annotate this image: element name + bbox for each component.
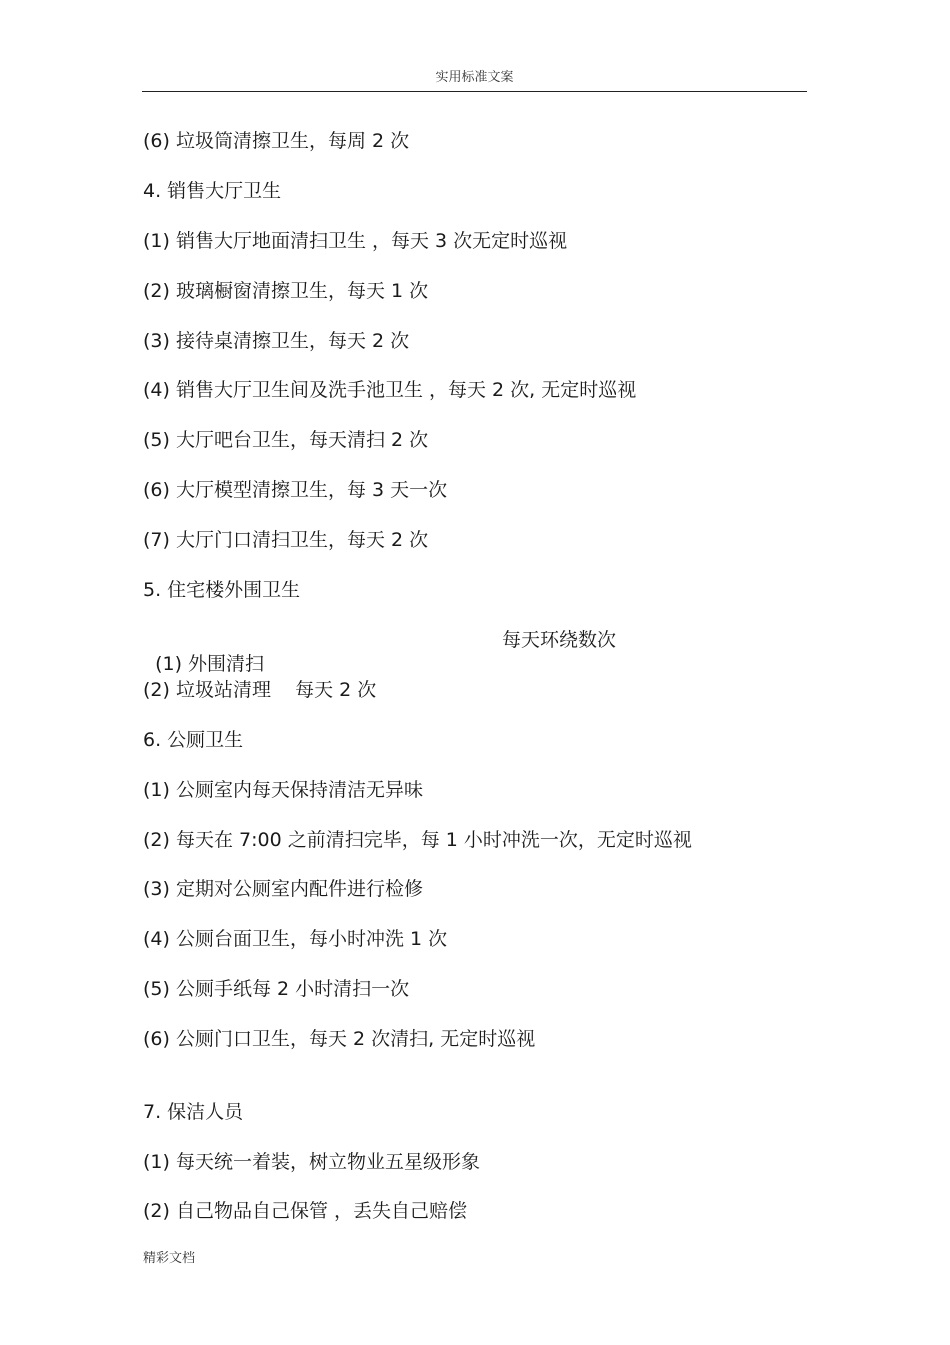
list-item: (6) 垃圾筒清擦卫生，每周 2 次 bbox=[143, 130, 410, 152]
section-heading: 6. 公厕卫生 bbox=[143, 729, 244, 751]
list-item: (5) 大厅吧台卫生，每天清扫 2 次 bbox=[143, 429, 429, 451]
list-item-frequency: 每天环绕数次 bbox=[502, 629, 617, 651]
list-item: (2) 垃圾站清理 每天 2 次 bbox=[143, 679, 377, 701]
list-item: (2) 自己物品自己保管 ，丢失自己赔偿 bbox=[143, 1200, 467, 1222]
list-item: (3) 定期对公厕室内配件进行检修 bbox=[143, 878, 423, 900]
list-item: (5) 公厕手纸每 2 小时清扫一次 bbox=[143, 978, 410, 1000]
list-item: (4) 销售大厅卫生间及洗手池卫生 ，每天 2 次, 无定时巡视 bbox=[143, 379, 637, 401]
page-footer: 精彩文档 bbox=[143, 1251, 196, 1266]
section-heading: 4. 销售大厅卫生 bbox=[143, 180, 282, 202]
list-item: (1) 每天统一着装，树立物业五星级形象 bbox=[143, 1151, 480, 1173]
list-item: (4) 公厕台面卫生，每小时冲洗 1 次 bbox=[143, 928, 448, 950]
list-item: (2) 每天在 7:00 之前清扫完毕，每 1 小时冲洗一次，无定时巡视 bbox=[143, 829, 692, 851]
list-item: (6) 大厅模型清擦卫生，每 3 天一次 bbox=[143, 479, 448, 501]
list-item: (6) 公厕门口卫生，每天 2 次清扫, 无定时巡视 bbox=[143, 1028, 536, 1050]
list-item: (7) 大厅门口清扫卫生，每天 2 次 bbox=[143, 529, 429, 551]
page-header: 实用标准文案 bbox=[435, 70, 514, 85]
list-item: (1) 销售大厅地面清扫卫生 ，每天 3 次无定时巡视 bbox=[143, 230, 568, 252]
section-heading: 7. 保洁人员 bbox=[143, 1101, 244, 1123]
list-item: (1) 公厕室内每天保持清洁无异味 bbox=[143, 779, 423, 801]
list-item-label: (1) 外围清扫 bbox=[155, 653, 265, 675]
list-item: (3) 接待桌清擦卫生，每天 2 次 bbox=[143, 330, 410, 352]
header-divider bbox=[142, 91, 807, 92]
section-heading: 5. 住宅楼外围卫生 bbox=[143, 579, 301, 601]
list-item: (2) 玻璃橱窗清擦卫生，每天 1 次 bbox=[143, 280, 429, 302]
